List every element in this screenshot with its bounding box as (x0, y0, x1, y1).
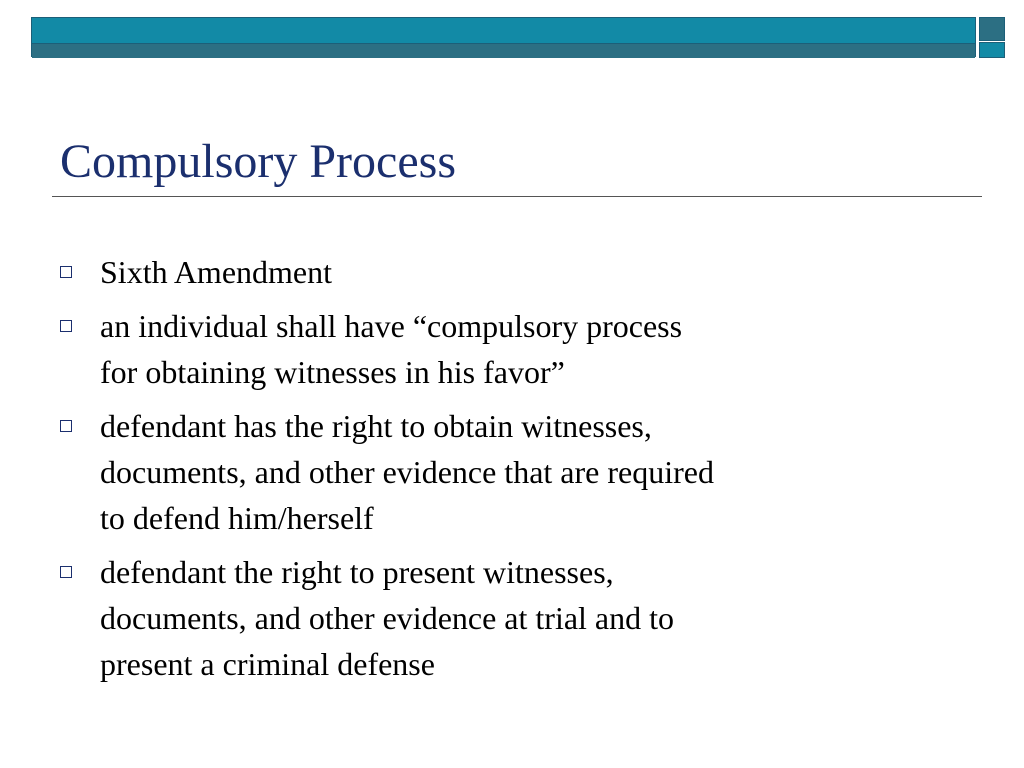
bullet-text-line: documents, and other evidence at trial and to (100, 600, 675, 636)
hollow-square-bullet-icon (60, 420, 72, 432)
hollow-square-bullet-icon (60, 320, 72, 332)
bullet-item (60, 549, 860, 687)
bullet-text-line: documents, and other evidence that are required (100, 454, 714, 490)
bullet-text-line: Sixth Amendment (100, 254, 332, 290)
banner-corner-square-bottom (979, 42, 1005, 58)
top-banner-stripe (32, 43, 975, 58)
bullet-text-line: defendant the right to present witnesses, (100, 554, 614, 590)
hollow-square-bullet-icon (60, 266, 72, 278)
bullet-item (60, 249, 860, 295)
bullet-text-line: to defend him/herself (100, 500, 374, 536)
top-banner (31, 17, 976, 57)
title-divider (52, 196, 982, 197)
bullet-text-line: defendant has the right to obtain witnesses, (100, 408, 652, 444)
slide-title: Compulsory Process (60, 135, 456, 188)
banner-corner-square-top (979, 17, 1005, 41)
bullet-list (60, 249, 860, 695)
bullet-text-line: for obtaining witnesses in his favor” (100, 354, 565, 390)
hollow-square-bullet-icon (60, 566, 72, 578)
bullet-text-line: an individual shall have “compulsory process (100, 308, 683, 344)
bullet-item (60, 303, 860, 395)
bullet-text-line: present a criminal defense (100, 646, 435, 682)
bullet-item (60, 403, 860, 541)
